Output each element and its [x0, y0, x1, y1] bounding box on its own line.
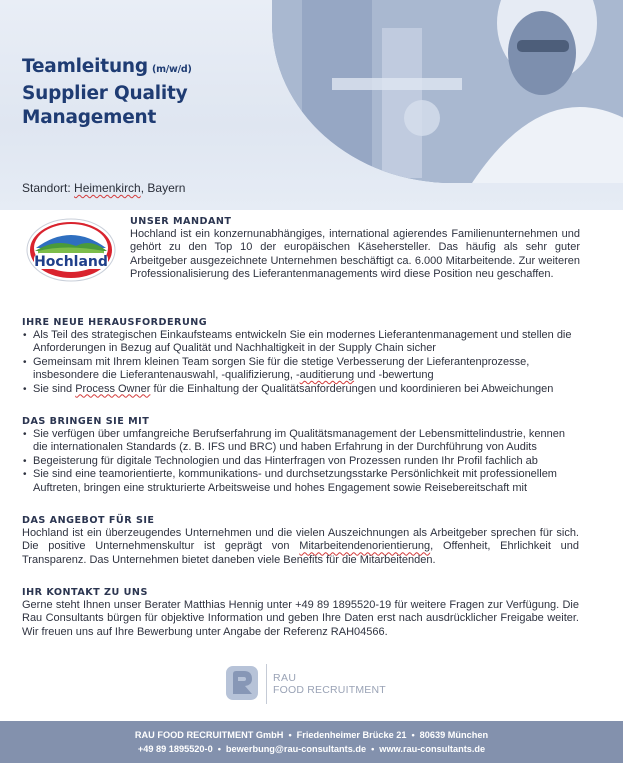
location-label: Standort:: [22, 181, 71, 195]
section-contact: [22, 587, 579, 639]
client-text: Hochland ist ein konzernunabhängiges, international agierendes Familienunternehmen und gehört zu den Top 10 der europäischen Käsehersteller. Das häufig als sehr guter Arbeitgeber ausgezeichnete Unternehmen beschäftigt ca. 6.000 Mitarbeitende. Zur weiteren Professionalisierung des Lieferantenmanagements wird diese Position neu geschaffen.: [130, 228, 580, 281]
footer-phone[interactable]: +49 89 1895520-0: [137, 744, 213, 754]
brand-divider: [266, 664, 267, 704]
location-city: Heimenkirch: [74, 181, 141, 195]
hochland-logo-text: Hochland: [34, 254, 108, 270]
section-offer: [22, 515, 579, 567]
title-line-1: Teamleitung (m/w/d): [22, 56, 192, 77]
list-item: • Sie sind Process Owner für die Einhaltung der Qualitätsanforderungen und koordinieren bei Abweichungen: [22, 383, 579, 396]
section-client: [130, 216, 580, 282]
list-item: • Gemeinsam mit Ihrem kleinen Team sorgen Sie für die stetige Verbesserung der Lieferantenprozesse, insbesondere die Lieferantenauswahl, -qualifizierung, -auditierung und -bewertung: [22, 356, 579, 383]
rau-logo-icon: [226, 666, 258, 700]
lab-scientist-image: [272, 0, 623, 183]
footer-street: Friedenheimer Brücke 21: [296, 730, 407, 740]
challenge-list: [22, 329, 579, 396]
contact-text: Gerne steht Ihnen unser Berater Matthias Hennig unter +49 89 1895520-19 für weitere Fragen zur Verfügung. Die Rau Consultants bürgen für objektive Information und geben Ihre Daten erst nach ausdrücklicher Freigabe weiter. Wir freuen uns auf Ihre Bewerbung unter Angabe der Referenz RAH04566.: [22, 599, 579, 638]
challenge-heading: IHRE NEUE HERAUSFORDERUNG: [22, 317, 208, 328]
footer-company: RAU FOOD RECRUITMENT GmbH: [134, 730, 284, 740]
section-challenge: [22, 317, 579, 396]
client-heading: UNSER MANDANT: [130, 216, 232, 227]
title-line-2: Supplier Quality: [22, 83, 188, 104]
list-item: • Als Teil des strategischen Einkaufsteams entwickeln Sie ein modernes Lieferantenmanagement und stellen die Anforderungen in Bezug auf Qualität und Nachhaltigkeit in der Supply Chain sicher: [22, 329, 579, 356]
title-line-3: Management: [22, 107, 157, 128]
footer-city: 80639 München: [419, 730, 489, 740]
list-item: • Begeisterung für digitale Technologien und das Hinterfragen von Prozessen runden Ihr Profil fachlich ab: [22, 455, 579, 468]
list-item: • Sie verfügen über umfangreiche Berufserfahrung im Qualitätsmanagement der Lebensmittelindustrie, kennen die internationalen Standards (z. B. IFS und BRC) und haben Erfahrung in der Durchführung von Audits: [22, 428, 579, 455]
brand-subtitle: FOOD RECRUITMENT: [273, 684, 386, 696]
location-region: , Bayern: [140, 181, 186, 195]
profile-list: [22, 428, 579, 495]
list-item: • Sie sind eine teamorientierte, kommunikations- und durchsetzungsstarke Persönlichkeit mit professionellem Auftreten, bringen eine strukturierte Arbeitsweise und hohes Engagement sowie Reisebereitschaft mit: [22, 468, 579, 495]
footer-web-link[interactable]: www.rau-consultants.de: [379, 744, 486, 754]
brand-name: RAU: [273, 672, 297, 684]
footer: [0, 721, 623, 763]
offer-heading: DAS ANGEBOT FÜR SIE: [22, 515, 155, 526]
footer-address: RAU FOOD RECRUITMENT GmbH • Friedenheimer Brücke 21 • 80639 München: [134, 730, 489, 740]
rau-brand: [226, 664, 406, 704]
location: [22, 181, 185, 195]
footer-email-link[interactable]: bewerbung@rau-consultants.de: [225, 744, 367, 754]
section-profile: [22, 416, 579, 495]
contact-heading: IHR KONTAKT ZU UNS: [22, 587, 148, 598]
header-photo: [272, 0, 623, 183]
job-title: [22, 55, 272, 130]
offer-text: Hochland ist ein überzeugendes Unternehmen und die vielen Auszeichnungen als Arbeitgeber sprechen für sich. Die positive Unternehmenskultur ist geprägt von Mitarbeitendenorientierung, Offenheit, Ehrlichkeit und Transparenz. Das Unternehmen bietet daneben viele Benefits für die Mitarbeitenden.: [22, 527, 579, 566]
hochland-logo: [26, 218, 116, 282]
footer-contact: +49 89 1895520-0 • bewerbung@rau-consultants.de • www.rau-consultants.de: [137, 744, 486, 754]
profile-heading: DAS BRINGEN SIE MIT: [22, 416, 150, 427]
title-gender-suffix: (m/w/d): [151, 64, 192, 75]
